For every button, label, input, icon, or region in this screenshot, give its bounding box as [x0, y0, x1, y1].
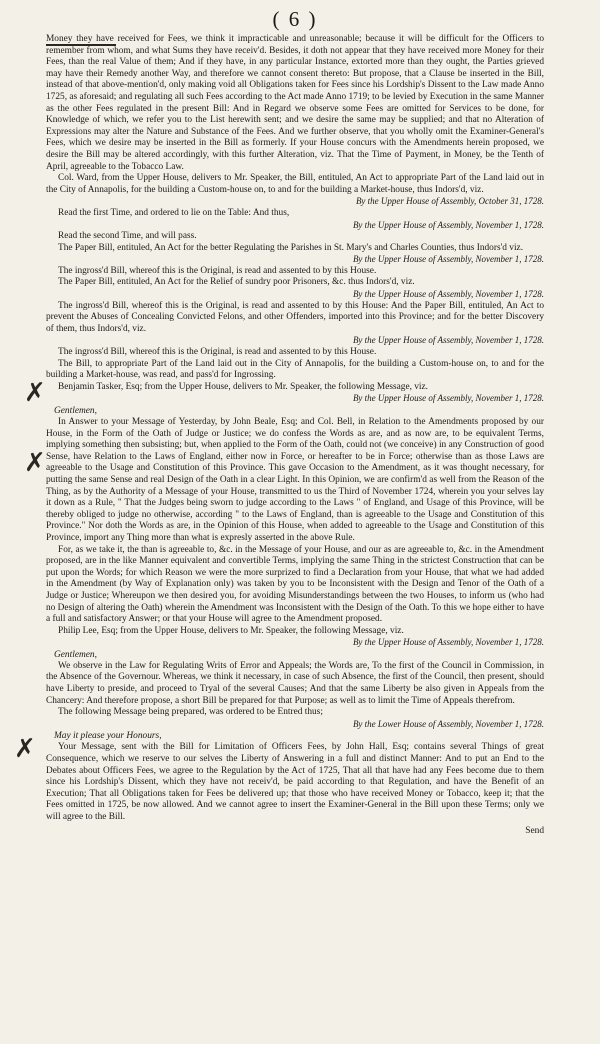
house-endorsement: By the Upper House of Assembly, October 31, 1728.	[355, 196, 544, 207]
house-endorsement: By the Upper House of Assembly, November 1, 1728.	[352, 393, 544, 404]
body-paragraph: The following Message being prepared, was ordered to be Entred thus;	[58, 707, 323, 718]
body-paragraph: The Bill, to appropriate Part of the Land laid out in the City of Annapolis, for the building a Custom-house on, to and for the building a Market-house, was read, and pass'd for Ingrossing.	[46, 358, 544, 381]
body-paragraph: Benjamin Tasker, Esq; from the Upper House, delivers to Mr. Speaker, the following Message, viz.	[58, 381, 429, 392]
house-endorsement: By the Upper House of Assembly, November 1, 1728.	[352, 637, 544, 648]
house-endorsement: By the Upper House of Assembly, November 1, 1728.	[352, 254, 544, 265]
salutation: May it please your Honours,	[54, 731, 162, 742]
body-paragraph: We observe in the Law for Regulating Writs of Error and Appeals; the Words are, To the first of the Council in Commission, in the Absence of the Governour. Whereas, we think it necessary, in case of such Absence, the first of the Council, then present, should have Liberty to preside, and proceed to Tryal of the several Causes; And that the same Liberty be also given in Appeals from the Chancery: And therefore propose, a short Bill be prepared for that Purpose; as well as to limit the Time of Appeals therefrom.	[46, 660, 544, 706]
house-endorsement: By the Lower House of Assembly, November 1, 1728.	[352, 718, 544, 729]
body-paragraph: The Paper Bill, entituled, An Act for the better Regulating the Parishes in St. Mary's and Charles Counties, thus Indors'd viz.	[58, 242, 524, 253]
document-body	[46, 34, 544, 824]
house-endorsement: By the Upper House of Assembly, November 1, 1728.	[352, 289, 544, 300]
ink-underline	[46, 44, 116, 46]
margin-x-mark: ✗	[24, 378, 46, 408]
page-number: ( 6 )	[272, 7, 318, 31]
body-paragraph: Philip Lee, Esq; from the Upper House, delivers to Mr. Speaker, the following Message, viz.	[58, 625, 404, 636]
body-paragraph: The ingross'd Bill, whereof this is the Original, is read and assented to by this House: And the Paper Bill, entituled, An Act to prevent the Abuses of Concealing Convicted Felons, and other Offenders, imported into this Province; and for the better Discovery of them, thus Indors'd, viz.	[46, 300, 544, 334]
margin-x-mark: ✗	[14, 734, 36, 764]
body-paragraph: Money they have received for Fees, we think it impracticable and unreasonable; because it will be difficult for the Officers to remember from whom, and what Sums they have receiv'd. Besides, it doth not appear that they have received more Money for their Fees, than the real Value of them; And if they have, in any particular Instance, extorted more than they ought, the Parties grieved may have their Remedy another Way, and therefore we cannot consent thereto: But propose, that a Clause be inserted in the Bill, instead of that above-mention'd, only making void all Obligations taken for Fees since his Lordship's Dissent to the Law made Anno 1725, as aforesaid; and regulating all such Fees according to the Act made Anno 1719; to be levied by Execution in the same Manner as the other Fees regulated in the present Bill: And in Regard we observe some Fees are omitted for Services to be done, for Knowledge of which, we refer you to the List herewith sent; and we desire the same may be supplied; and that no Alteration of Expressions may alter the Nature and Substance of the Fees. And we further observe, that you wholly omit the Examiner-General's Fees, which we desire may be inserted in the Bill as formerly. If your House concurs with the Amendments herein proposed, we desire the Bill may be altered accordingly, with this further Alteration, viz. That the Time of Payment, in Money, be the Tenth of April, agreeable to the Tobacco Law.	[46, 34, 544, 172]
body-paragraph: The ingross'd Bill, whereof this is the Original, is read and assented to by this House.	[58, 347, 377, 358]
body-paragraph: For, as we take it, the than is agreeable to, &c. in the Message of your House, and our as are agreeable to, &c. in the Amendment proposed, are in the like Manner equivalent and convertible Terms, implying the same Thing in the strictest Construction that can be put upon the Words; for which Reason we were the more surprized to find a Declaration from your House, that what we had added in the Amendment (by Way of Explanation only) was taken by you to be Inconsistent with the Design and Tenor of the Oath of a Judge or Justice; Whereupon we then desired you, for avoiding Misunderstandings between the two Houses, to inform us (who had no Design of altering the Oath) wherein the Amendment was Inconsistent with the Design of the Oath. To this we hope either to have a full and satisfactory Answer; or that your House will agree to the Amendment proposed.	[46, 544, 544, 625]
house-endorsement: By the Upper House of Assembly, November 1, 1728.	[352, 219, 544, 230]
body-paragraph: Read the first Time, and ordered to lie on the Table: And thus,	[58, 207, 290, 218]
salutation: Gentlemen,	[54, 406, 97, 416]
catchword: Send	[525, 825, 544, 836]
body-paragraph: Your Message, sent with the Bill for Limitation of Officers Fees, by John Hall, Esq; contains several Things of great Consequence, which we reserve to our selves the Liberty of Answering in a full and distinct Manner: And to put an End to the Debates about Officers Fees, we agree to the Regulation by the Act of 1725, That all that have had any Fees become due to them since his Lordship's Dissent, which they have not receiv'd, be paid according to that Regulation, and have the Benefit of an Execution; That all Obligations taken for Fees be delivered up; that those who have received Money or Tobacco, keep it; that the Fees omitted in 1725, be now allowed. And we cannot agree to insert the Examiner-General in the Bill upon these Terms; only we will agree to the Bill.	[46, 742, 544, 822]
body-paragraph: The ingross'd Bill, whereof this is the Original, is read and assented to by this House.	[58, 265, 377, 276]
body-paragraph: Read the second Time, and will pass.	[58, 231, 197, 242]
body-paragraph: The Paper Bill, entituled, An Act for the Relief of sundry poor Prisoners, &c. thus Indors'd, viz.	[58, 277, 415, 288]
body-paragraph: Col. Ward, from the Upper House, delivers to Mr. Speaker, the Bill, entituled, An Act to appropriate Part of the Land laid out in the City of Annapolis, for the building a Custom-house on, to and for the building a Market-house, thus Indors'd, viz.	[46, 173, 544, 195]
margin-x-mark: ✗	[24, 448, 46, 478]
house-endorsement: By the Upper House of Assembly, November 1, 1728.	[352, 335, 544, 346]
salutation: Gentlemen,	[54, 649, 97, 660]
body-paragraph: In Answer to your Message of Yesterday, by John Beale, Esq; and Col. Bell, in Relation to the Amendments proposed by our House, in the Form of the Oath of Judge or Justice; we do confess the Words as are, and as now are, to be equivalent Terms, implying something then subsisting; but, when applied to the Form of the Oath, could not (we conceive) in any Construction of good Sense, have Relation to the Laws of England, either now in Force, or hereafter to be in Force; otherwise than as those Laws are agreeable to the Usage and Constitution of this Province. This gave Occasion to the Amendment, as it was thought necessary, for putting the same Sense and real Design of the Oath in a clear Light. In this Opinion, we are confirm'd as well from the Reason of the Thing, as by the Authority of a Message of your House, transmitted to us the Third of November 1724, wherein you your selves lay it down as a Rule, " That the Judges being sworn to judge according to the Laws " of England, and Usage of this Province, will be thereby obliged to judge no otherwise, according " to the Laws of England, than is agreeable to the Usage and Constitution of this Province." Nor doth the Words as are, in the Opinion of this House, when added to agreeable to the Usage and Constitution of this Province, import any Thing more than what is expresly asserted in the above Rule.	[46, 417, 544, 543]
